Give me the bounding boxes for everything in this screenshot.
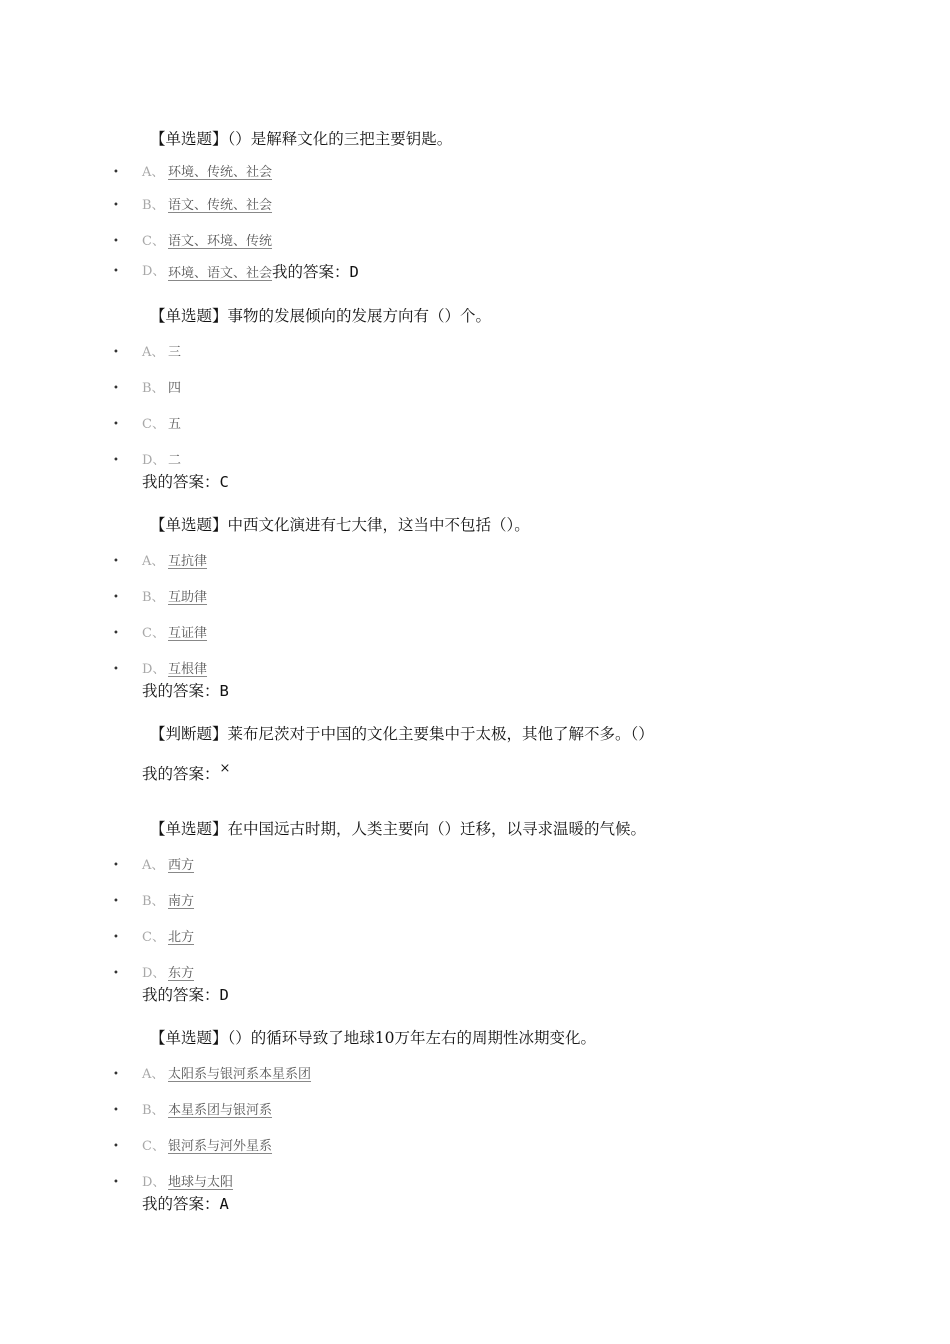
- bullet-icon: •: [113, 556, 119, 567]
- bullet-icon: •: [113, 592, 119, 603]
- option-letter: C、: [142, 930, 165, 945]
- option-text[interactable]: 五: [168, 417, 182, 432]
- option-text[interactable]: 南方: [168, 894, 195, 909]
- question-stem: 【判断题】莱布尼茨对于中国的文化主要集中于太极，其他了解不多。（）: [150, 725, 654, 743]
- option-text[interactable]: 语文、传统、社会: [168, 198, 273, 213]
- option-letter: B、: [142, 894, 165, 909]
- option-text[interactable]: 四: [168, 381, 182, 396]
- option-letter: C、: [142, 234, 165, 249]
- question-stem: 【单选题】（）是解释文化的三把主要钥匙。: [150, 130, 453, 148]
- option-item[interactable]: [0, 552, 900, 572]
- option-letter: B、: [142, 381, 165, 396]
- option-letter: B、: [142, 198, 165, 213]
- option-letter: D、: [142, 1175, 166, 1190]
- bullet-icon: •: [113, 1105, 119, 1116]
- option-text[interactable]: 太阳系与银河系本星系团: [168, 1067, 312, 1082]
- option-item[interactable]: [0, 892, 900, 912]
- answer-label: 我的答案：: [142, 765, 220, 783]
- answer-label: 我的答案：: [142, 1195, 220, 1213]
- option-text[interactable]: 环境、语文、社会: [168, 266, 273, 281]
- option-text[interactable]: 二: [168, 453, 182, 468]
- bullet-icon: •: [113, 455, 119, 466]
- option-letter: D、: [142, 453, 166, 468]
- option-letter: A、: [142, 858, 165, 873]
- question-stem: 【单选题】在中国远古时期，人类主要向（）迁移，以寻求温暖的气候。: [150, 820, 647, 838]
- option-item[interactable]: [0, 1173, 900, 1193]
- option-letter: C、: [142, 1139, 165, 1154]
- option-letter: A、: [142, 1067, 165, 1082]
- option-item[interactable]: [0, 196, 900, 216]
- option-letter: D、: [142, 264, 166, 279]
- option-text[interactable]: 语文、环境、传统: [168, 234, 273, 249]
- bullet-icon: •: [113, 419, 119, 430]
- option-item[interactable]: [0, 624, 900, 644]
- answer-label: 我的答案：: [142, 986, 220, 1004]
- bullet-icon: •: [113, 383, 119, 394]
- answer-line: [142, 472, 229, 492]
- option-item[interactable]: [0, 163, 900, 183]
- answer-value: ×: [219, 761, 231, 776]
- option-item[interactable]: [0, 415, 900, 435]
- option-letter: B、: [142, 1103, 165, 1118]
- option-with-answer: [168, 262, 359, 284]
- option-text[interactable]: 三: [168, 345, 182, 360]
- answer-line: [142, 1194, 229, 1214]
- bullet-icon: •: [113, 167, 119, 178]
- option-text[interactable]: 互抗律: [168, 554, 208, 569]
- option-letter: C、: [142, 417, 165, 432]
- bullet-icon: •: [113, 968, 119, 979]
- option-text[interactable]: 北方: [168, 930, 195, 945]
- option-item[interactable]: [0, 379, 900, 399]
- answer-value: A: [219, 1195, 229, 1213]
- option-text[interactable]: 互根律: [168, 662, 208, 677]
- answer-label: 我的答案：: [142, 473, 220, 491]
- option-letter: A、: [142, 165, 165, 180]
- option-item[interactable]: [0, 1065, 900, 1085]
- answer-label: 我的答案：: [142, 682, 220, 700]
- option-text[interactable]: 地球与太阳: [168, 1175, 234, 1190]
- option-letter: D、: [142, 662, 166, 677]
- answer-value: C: [219, 473, 229, 491]
- bullet-icon: •: [113, 860, 119, 871]
- option-item[interactable]: [0, 343, 900, 363]
- bullet-icon: •: [113, 628, 119, 639]
- answer-line: [142, 681, 229, 701]
- answer-line: [142, 985, 229, 1005]
- option-text[interactable]: 互证律: [168, 626, 208, 641]
- answer-value: D: [349, 263, 359, 281]
- option-text[interactable]: 互助律: [168, 590, 208, 605]
- question-stem: 【单选题】中西文化演进有七大律，这当中不包括（）。: [150, 516, 530, 534]
- bullet-icon: •: [113, 347, 119, 358]
- option-text[interactable]: 环境、传统、社会: [168, 165, 273, 180]
- option-item[interactable]: [0, 232, 900, 252]
- answer-value: B: [219, 682, 229, 700]
- answer-line: [142, 761, 231, 786]
- option-letter: B、: [142, 590, 165, 605]
- question-stem: 【单选题】事物的发展倾向的发展方向有（）个。: [150, 307, 492, 325]
- option-text[interactable]: 西方: [168, 858, 195, 873]
- bullet-icon: •: [113, 932, 119, 943]
- bullet-icon: •: [113, 200, 119, 211]
- bullet-icon: •: [113, 1141, 119, 1152]
- option-item[interactable]: [0, 660, 900, 680]
- option-text[interactable]: 东方: [168, 966, 195, 981]
- option-letter: D、: [142, 966, 166, 981]
- answer-label: 我的答案：: [272, 263, 350, 281]
- option-item[interactable]: [0, 928, 900, 948]
- option-letter: A、: [142, 345, 165, 360]
- option-item[interactable]: [0, 964, 900, 984]
- option-item[interactable]: [0, 588, 900, 608]
- answer-value: D: [219, 986, 229, 1004]
- option-item[interactable]: [0, 451, 900, 471]
- bullet-icon: •: [113, 1069, 119, 1080]
- option-item[interactable]: [0, 1101, 900, 1121]
- option-text[interactable]: 本星系团与银河系: [168, 1103, 273, 1118]
- option-item[interactable]: [0, 1137, 900, 1157]
- bullet-icon: •: [113, 664, 119, 675]
- option-text[interactable]: 银河系与河外星系: [168, 1139, 273, 1154]
- bullet-icon: •: [113, 1177, 119, 1188]
- option-item[interactable]: [0, 856, 900, 876]
- bullet-icon: •: [113, 896, 119, 907]
- option-letter: A、: [142, 554, 165, 569]
- option-item[interactable]: [0, 262, 900, 282]
- question-stem: 【单选题】（）的循环导致了地球10万年左右的周期性冰期变化。: [150, 1029, 596, 1047]
- bullet-icon: •: [113, 236, 119, 247]
- bullet-icon: •: [113, 266, 119, 277]
- option-letter: C、: [142, 626, 165, 641]
